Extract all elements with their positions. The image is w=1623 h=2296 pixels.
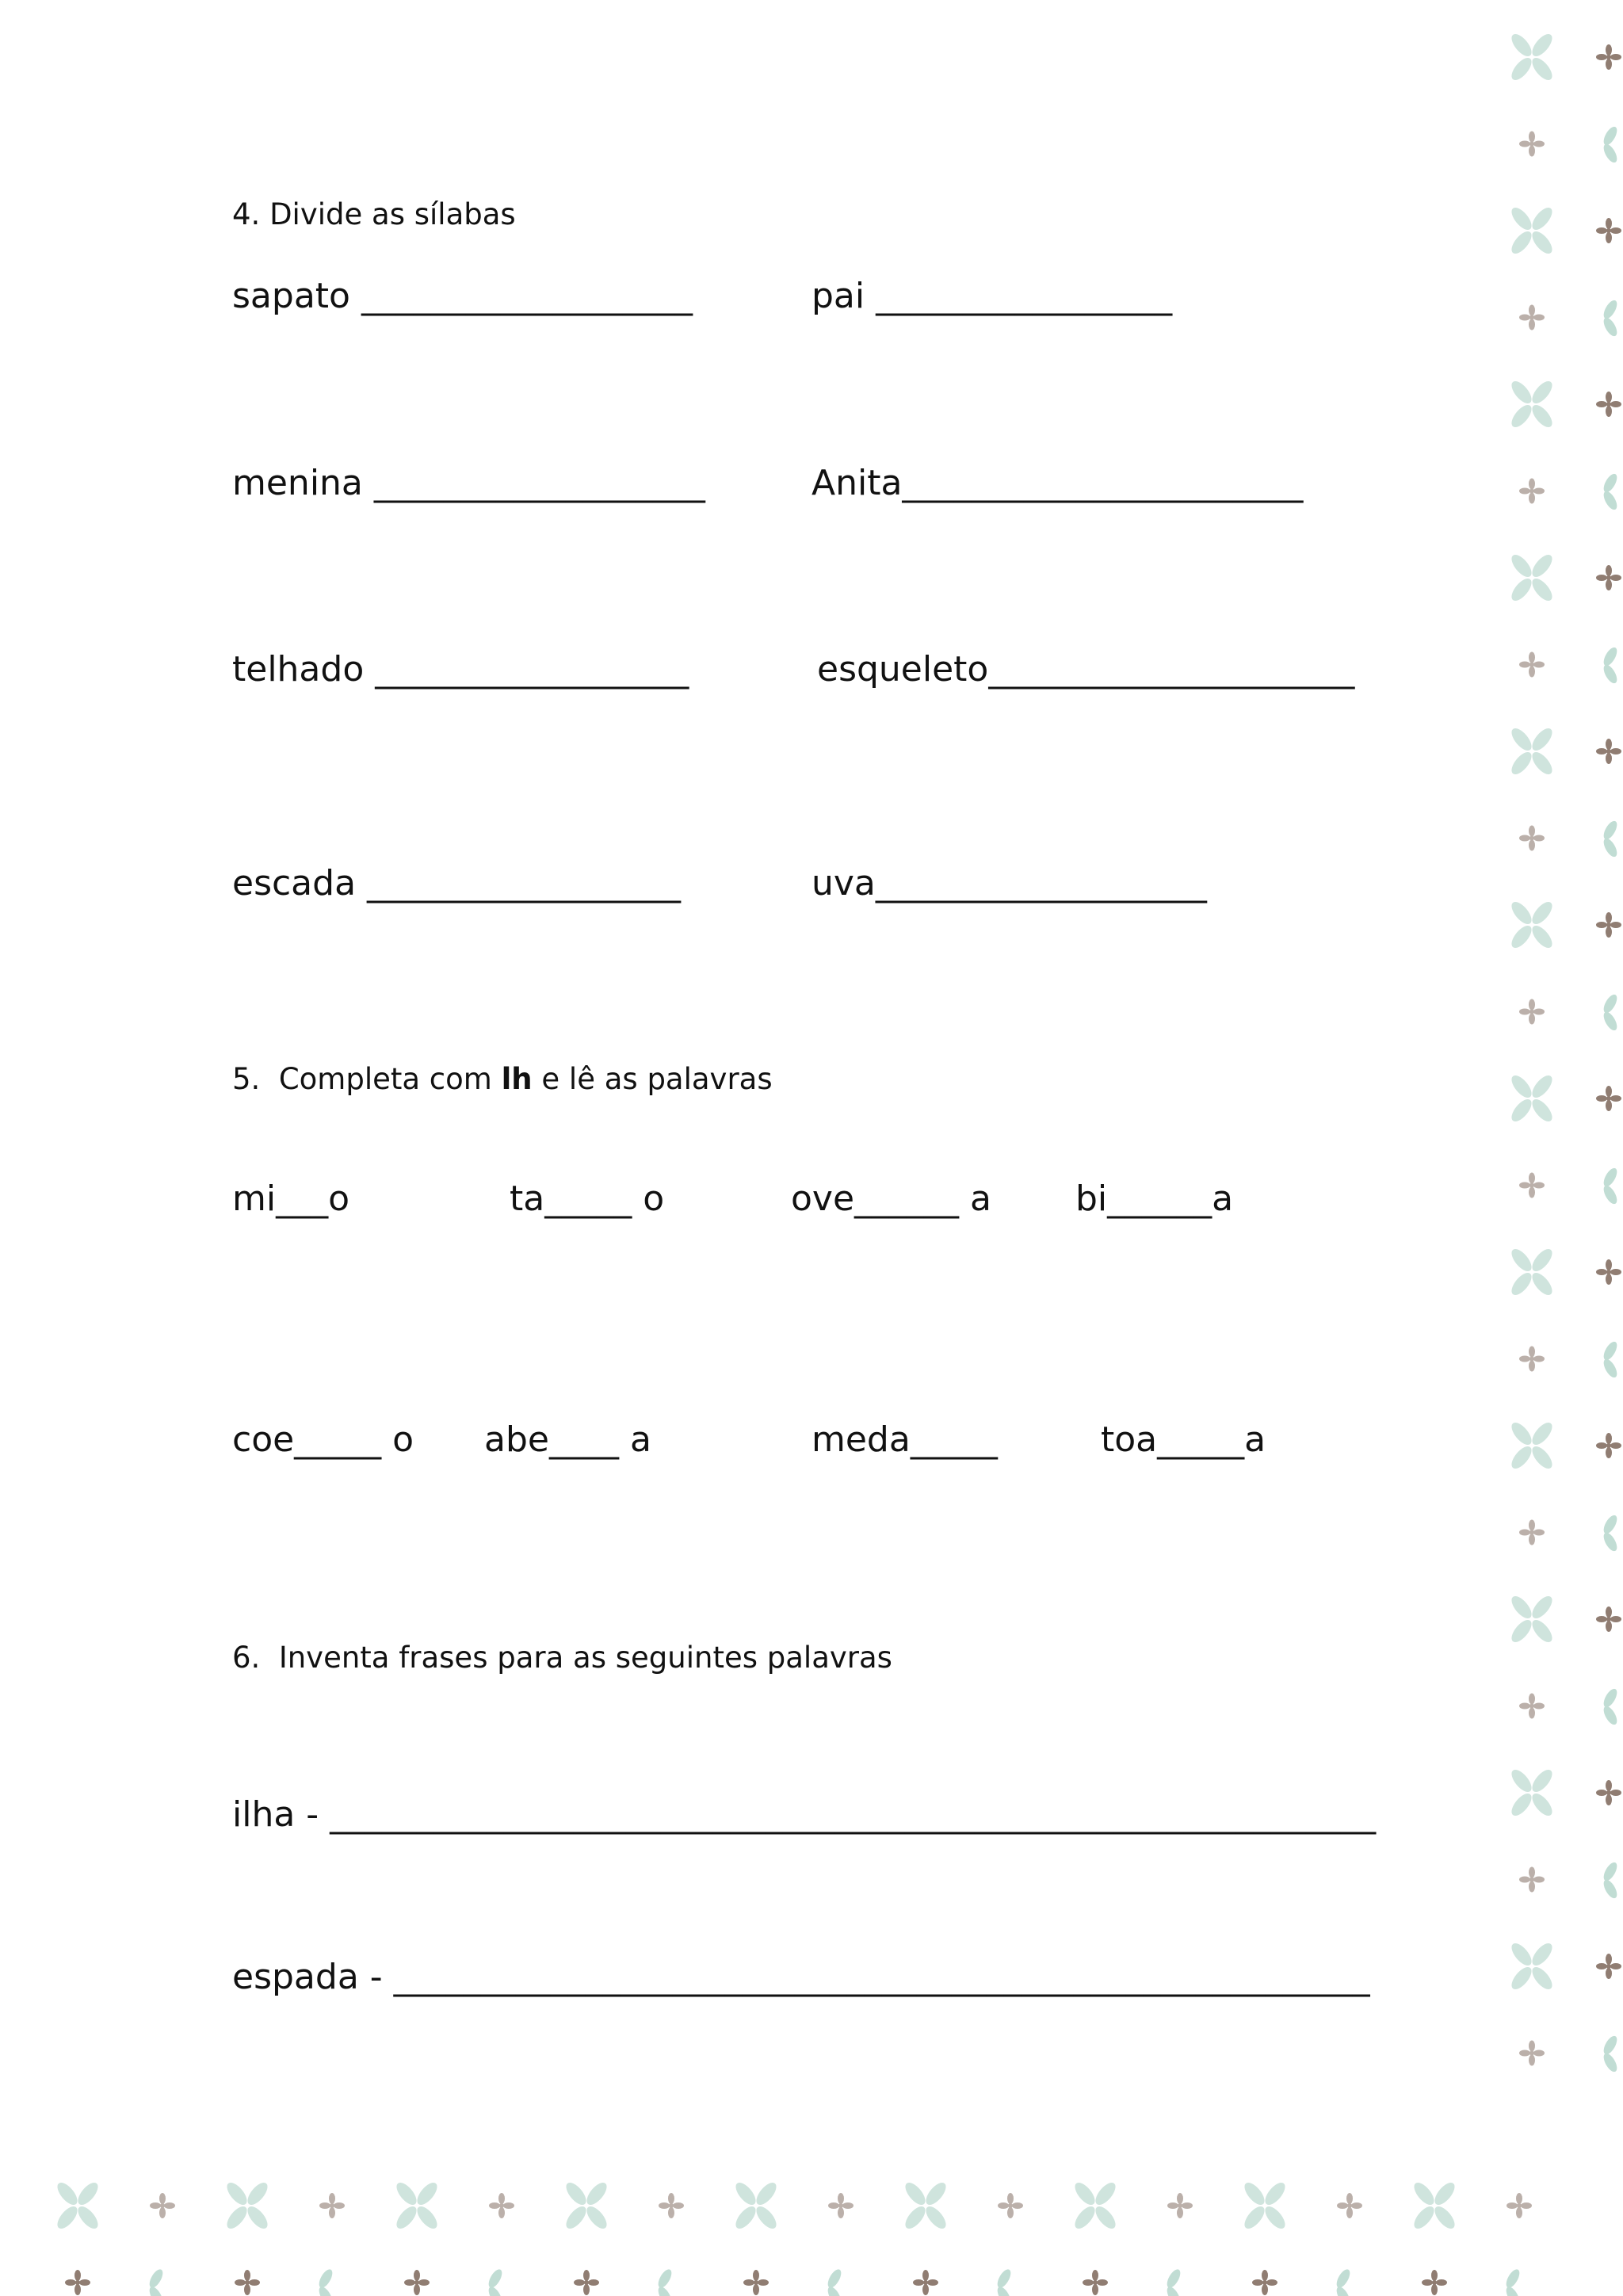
section-5-heading <box>232 1064 773 1094</box>
sentence-line-espada: espada - ________________________________________________________ <box>232 1957 1370 1997</box>
flower-icon <box>1596 44 1621 70</box>
leaf-cluster-icon <box>1508 1593 1556 1645</box>
leaf-cluster-icon <box>1601 1860 1619 1901</box>
leaf-cluster-icon <box>1601 819 1619 859</box>
fill-word-medalha: meda_____ <box>812 1419 998 1460</box>
leaf-cluster-icon <box>1508 1940 1556 1992</box>
flower-icon <box>1519 305 1545 330</box>
fill-word-ovelha: ove______ a <box>791 1179 991 1219</box>
leaf-cluster-icon <box>1601 298 1619 338</box>
flower-icon <box>743 2270 769 2295</box>
syllable-item-anita: Anita_______________________ <box>812 463 1304 503</box>
leaf-cluster-icon <box>1071 2179 1119 2232</box>
leaf-cluster-icon <box>825 2267 843 2296</box>
leaf-cluster-icon <box>563 2179 610 2232</box>
fill-word-talho: ta_____ o <box>510 1179 665 1219</box>
leaf-cluster-icon <box>1508 378 1556 430</box>
leaf-cluster-icon <box>1508 899 1556 951</box>
flower-icon <box>659 2193 684 2218</box>
section-5-heading-prefix: 5. Completa com <box>232 1062 502 1096</box>
flower-icon <box>1507 2193 1532 2218</box>
flower-icon <box>1519 479 1545 504</box>
flower-icon <box>1252 2270 1277 2295</box>
leaf-cluster-icon <box>902 2179 949 2232</box>
flower-icon <box>235 2270 260 2295</box>
flower-icon <box>1519 1173 1545 1198</box>
syllable-item-uva: uva___________________ <box>812 863 1207 904</box>
leaf-cluster-icon <box>1508 1419 1556 1472</box>
leaf-cluster-icon <box>655 2267 674 2296</box>
flower-icon <box>1596 392 1621 417</box>
flower-icon <box>1519 2041 1545 2066</box>
leaf-cluster-icon <box>1508 1072 1556 1125</box>
flower-icon <box>1083 2270 1108 2295</box>
leaf-cluster-icon <box>1601 124 1619 165</box>
leaf-cluster-icon <box>1508 31 1556 83</box>
leaf-cluster-icon <box>1508 1246 1556 1298</box>
flower-icon <box>1519 652 1545 678</box>
syllable-item-pai: pai _________________ <box>812 276 1173 316</box>
fill-word-abelha: abe____ a <box>484 1419 651 1460</box>
leaf-cluster-icon <box>316 2267 334 2296</box>
flower-icon <box>1596 1780 1621 1805</box>
section-5-heading-suffix: e lê as palavras <box>532 1062 773 1096</box>
flower-icon <box>1596 218 1621 243</box>
section-4-heading: 4. Divide as sílabas <box>232 197 516 231</box>
flower-icon <box>1519 1694 1545 1719</box>
section-6-heading: 6. Inventa frases para as seguintes palavras <box>232 1641 892 1675</box>
leaf-cluster-icon <box>1508 204 1556 257</box>
leaf-cluster-icon <box>1508 725 1556 777</box>
leaf-cluster-icon <box>393 2179 441 2232</box>
syllable-item-escada: escada __________________ <box>232 863 682 904</box>
leaf-cluster-icon <box>1601 2034 1619 2074</box>
fill-word-coelho: coe_____ o <box>232 1419 414 1460</box>
leaf-cluster-icon <box>1601 472 1619 512</box>
fill-word-bilha: bi______a <box>1075 1179 1234 1219</box>
sentence-line-ilha: ilha - ____________________________________________________________ <box>232 1794 1377 1835</box>
flower-icon <box>913 2270 938 2295</box>
flower-icon <box>1596 1606 1621 1632</box>
leaf-cluster-icon <box>147 2267 165 2296</box>
flower-icon <box>1596 1259 1621 1285</box>
syllable-item-esqueleto: esqueleto_____________________ <box>817 649 1355 690</box>
flower-icon <box>1167 2193 1193 2218</box>
leaf-cluster-icon <box>1334 2267 1352 2296</box>
leaf-cluster-icon <box>732 2179 780 2232</box>
fill-word-milho: mi___o <box>232 1179 350 1219</box>
fill-word-toalha: toa_____a <box>1101 1419 1266 1460</box>
flower-icon <box>1596 1086 1621 1111</box>
flower-icon <box>574 2270 599 2295</box>
syllable-item-sapato: sapato ___________________ <box>232 276 693 316</box>
leaf-cluster-icon <box>1503 2267 1522 2296</box>
flower-icon <box>65 2270 90 2295</box>
syllable-item-telhado: telhado __________________ <box>232 649 689 690</box>
leaf-cluster-icon <box>1601 992 1619 1033</box>
flower-icon <box>1519 999 1545 1025</box>
flower-icon <box>489 2193 514 2218</box>
leaf-cluster-icon <box>486 2267 504 2296</box>
leaf-cluster-icon <box>1508 552 1556 604</box>
leaf-cluster-icon <box>1601 1339 1619 1380</box>
flower-icon <box>998 2193 1023 2218</box>
leaf-cluster-icon <box>1601 645 1619 686</box>
flower-icon <box>1337 2193 1362 2218</box>
leaf-cluster-icon <box>1601 1166 1619 1206</box>
syllable-item-menina: menina ___________________ <box>232 463 705 503</box>
flower-icon <box>1519 1520 1545 1545</box>
leaf-cluster-icon <box>995 2267 1013 2296</box>
flower-icon <box>319 2193 345 2218</box>
leaf-cluster-icon <box>1601 1513 1619 1553</box>
leaf-cluster-icon <box>1508 1767 1556 1819</box>
flower-icon <box>1596 912 1621 938</box>
leaf-cluster-icon <box>223 2179 271 2232</box>
flower-icon <box>828 2193 854 2218</box>
flower-icon <box>1519 1867 1545 1893</box>
flower-icon <box>1596 739 1621 764</box>
leaf-cluster-icon <box>54 2179 101 2232</box>
flower-icon <box>1519 826 1545 851</box>
leaf-cluster-icon <box>1601 1687 1619 1727</box>
flower-icon <box>150 2193 175 2218</box>
flower-icon <box>1422 2270 1447 2295</box>
flower-icon <box>1596 565 1621 590</box>
section-5-heading-bold: lh <box>501 1062 533 1096</box>
flower-icon <box>1519 1347 1545 1372</box>
flower-icon <box>1596 1954 1621 1979</box>
leaf-cluster-icon <box>1411 2179 1458 2232</box>
flower-icon <box>404 2270 430 2295</box>
leaf-cluster-icon <box>1241 2179 1289 2232</box>
flower-icon <box>1596 1433 1621 1458</box>
leaf-cluster-icon <box>1164 2267 1182 2296</box>
flower-icon <box>1519 132 1545 157</box>
